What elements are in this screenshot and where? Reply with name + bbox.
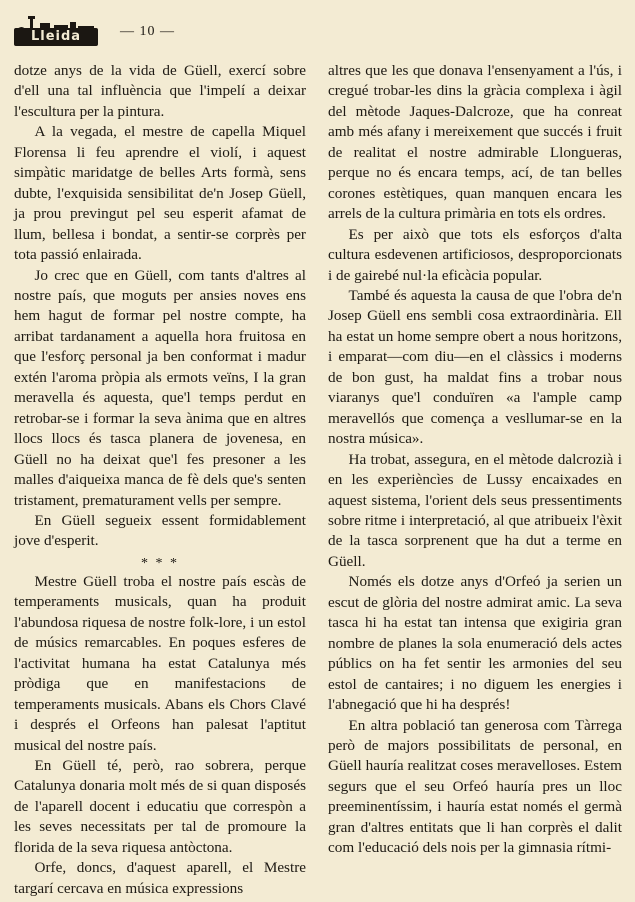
paragraph: En Güell segueix essent formidablement jove d'esperit. — [14, 511, 306, 550]
paragraph: Només els dotze anys d'Orfeó ja serien un escut de glòria del nostre admirat amic. La seva tasca hi ha estat tan intensa que exigiria gran nombre de planes la sola enumeració dels actes públics on ha fet sentir les armonies del seu estol de cantaires; i no diguem les energies i l'abnegació que hi ha després! — [328, 573, 622, 714]
right-column — [328, 61, 622, 859]
lleida-logo — [14, 16, 98, 46]
paragraph: altres que les que donava l'ensenyament a l'ús, i cregué trobar-les dins la gràcia complexa i àgil del mètode Jaques-Dalcroze, que ha conreat amb més afany i mereixement que succés i fruit de realitat el nostre admirable Llongueras, perque no és encara temps, ací, de tan belles corones estètiques, quan manquen encara les arrels de la cultura primària en tots els ordres. — [328, 62, 622, 223]
paragraph: dotze anys de la vida de Güell, exercí sobre d'ell una tal influència que l'impelí a deixar l'escultura per la pintura. — [14, 62, 306, 120]
paragraph: Ha trobat, assegura, en el mètode dalcrozià i en les experièncìes de Lussy encaixades en aquest sistema, l'orient dels seus pressentiments sobre ritme i interpretació, al que atribueix l'èxit de la tasca sorprenent que ha dut a terme en Güell. — [328, 450, 622, 570]
page-number: — 10 — — [120, 24, 175, 39]
paragraph: En Güell té, però, rao sobrera, perque Catalunya donaria molt més de si quan disposés de l'aparell docent i educatiu que correspòn a les seves necessitats per tal de promoure la florida de la seva riquesa antòctona. — [14, 756, 306, 856]
paragraph: Orfe, doncs, d'aquest aparell, el Mestre targarí cercava en música expressions — [14, 859, 306, 897]
section-divider: * * * — [141, 555, 179, 571]
paragraph: A la vegada, el mestre de capella Miquel Florensa li feu aprendre el violí, i aquest simpàtic maridatge de belles Arts formà, sens dubte, l'exquisida sensibilitat de'n Josep Güell, ja prou previngut pel seu esperit afamat de llum, bellesa i bondat, a sentir-se corprès per tota passió enlairada. — [14, 123, 306, 264]
left-column — [14, 61, 306, 899]
paragraph: Es per això que tots els esforços d'alta cultura esdevenen artificiosos, desproporcionats i de gairebé nul·la eficàcia popular. — [328, 225, 622, 284]
paragraph: En altra població tan generosa com Tàrrega però de majors possibilitats de personal, en Güell hauría realitzat coses meravelloses. Estem segurs que el seu Orfeó hauría pres un lloc preeminentíssim, i hauría estat només el germà gran d'altres entitats que li han corprès el dalit com l'educació dels nois per la gimnasia rítmi- — [328, 716, 622, 857]
paragraph: Jo crec que en Güell, com tants d'altres al nostre país, que moguts per ansies noves ens hem hagut de formar pel nostre compte, ha arribat tardanament a aquella hora fruitosa en que l'esforç personal ja ben conformat i madur extén l'aroma pròpia als ermots veïns, I la gran meravella és aquesta, que'l temps perdut en retrobar-se i formar la seva ànima que en altres llocs llocs és tasca planera de jovenesa, en Güell no ha deixat que'l fes presoner a les malles d'aiqueixa manca de fè dels que's senten tristament, prematurament vells per sempre. — [14, 266, 306, 509]
page-header — [10, 10, 625, 46]
paragraph: També és aquesta la causa de que l'obra de'n Josep Güell ens sembli cosa extraordinària. Ell ha estat un home sempre obert a nous horitzons, i emparat—com diu—en el clàssics i moderns de bon gust, ha maldat fins a trobar nous viaranys que'l conduïren «a l'ample camp meravellós que comença a vesllumar-se en la nostra música». — [328, 286, 622, 448]
logo-title: Lleida — [14, 28, 98, 46]
paragraph: Mestre Güell troba el nostre país escàs de temperaments musicals, quan ha produit l'abundosa riquesa de nostre folk-lore, i un estol de músics remarcables. En poques esferes de l'activitat humana ha estat Catalunya més pròdiga que en manifestacions de temperaments musicals. Abans els Chors Clavé i després el Orfeons han palesat l'aptitut musical del nostre país. — [14, 572, 306, 754]
